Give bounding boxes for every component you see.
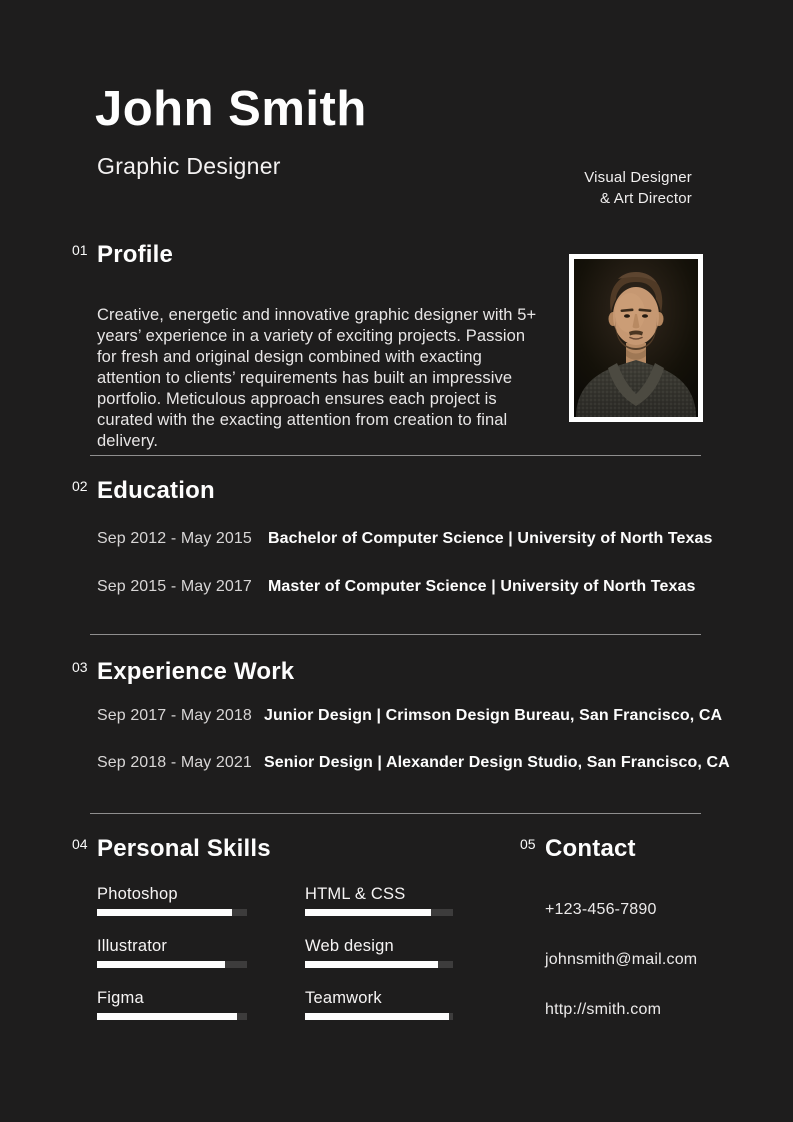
contact-section-heading [520, 834, 636, 864]
experience-row [97, 753, 730, 772]
section-title-contact: Contact [545, 835, 636, 862]
skill-progress-track [305, 1013, 453, 1020]
education-detail: Bachelor of Computer Science | University of North Texas [268, 530, 713, 547]
skill-label: HTML & CSS [305, 885, 406, 903]
section-title-experience: Experience Work [97, 658, 295, 685]
education-period: Sep 2012 - May 2015 [97, 530, 252, 547]
experience-detail: Senior Design | Alexander Design Studio, San Francisco, CA [264, 754, 730, 771]
profile-photo [574, 259, 698, 417]
section-number: 03 [72, 659, 88, 675]
experience-detail: Junior Design | Crimson Design Bureau, San Francisco, CA [264, 707, 723, 724]
skill-label: Teamwork [305, 989, 382, 1007]
skill-item-web-design [305, 936, 453, 968]
section-title-profile: Profile [97, 241, 174, 268]
profile-photo-frame [569, 254, 703, 422]
skill-progress-track [305, 909, 453, 916]
skill-progress-fill [97, 909, 232, 916]
skill-progress-track [97, 909, 247, 916]
skill-progress-fill [305, 961, 438, 968]
section-title-education: Education [97, 477, 215, 504]
experience-period: Sep 2017 - May 2018 [97, 707, 252, 724]
experience-section-heading [72, 657, 294, 687]
section-number: 02 [72, 478, 88, 494]
skill-progress-fill [305, 1013, 449, 1020]
skill-label: Photoshop [97, 885, 178, 903]
skill-progress-fill [305, 909, 431, 916]
skill-item-figma [97, 988, 247, 1020]
education-row [97, 529, 713, 548]
skill-progress-fill [97, 961, 225, 968]
education-row [97, 577, 695, 596]
skill-item-photoshop [97, 884, 247, 916]
person-name: John Smith [95, 82, 367, 136]
tagline [584, 167, 692, 209]
skill-label: Figma [97, 989, 144, 1007]
skill-progress-track [305, 961, 453, 968]
skill-label: Web design [305, 937, 394, 955]
skill-progress-fill [97, 1013, 237, 1020]
contact-list [545, 900, 697, 1050]
tagline-line1: Visual Designer [584, 169, 692, 186]
section-divider [90, 634, 701, 635]
contact-website: http://smith.com [545, 1001, 662, 1018]
skills-column-left [97, 884, 247, 1040]
skills-section-heading [72, 834, 271, 864]
education-section-heading [72, 476, 215, 506]
skill-progress-track [97, 1013, 247, 1020]
skill-label: Illustrator [97, 937, 168, 955]
tagline-line2: & Art Director [600, 190, 692, 207]
section-divider [90, 813, 701, 814]
section-number: 01 [72, 242, 88, 258]
education-detail: Master of Computer Science | University of North Texas [268, 578, 696, 595]
section-number: 05 [520, 836, 536, 852]
profile-summary: Creative, energetic and innovative graphic designer with 5+ years’ experience in a variety of exciting projects. Passion for fresh and original design combined with exacting attention to clients’ requirements has built an impressive portfolio. Meticulous approach ensures each project is curated with the exacting attention from creation to final delivery. [97, 305, 537, 450]
education-period: Sep 2015 - May 2017 [97, 578, 252, 595]
skill-progress-track [97, 961, 247, 968]
skills-column-right [305, 884, 453, 1040]
skill-item-illustrator [97, 936, 247, 968]
contact-phone: +123-456-7890 [545, 901, 657, 918]
section-divider [90, 455, 701, 456]
section-number: 04 [72, 836, 88, 852]
job-title: Graphic Designer [97, 153, 281, 179]
experience-period: Sep 2018 - May 2021 [97, 754, 252, 771]
experience-row [97, 706, 722, 725]
skill-item-teamwork [305, 988, 453, 1020]
profile-section-heading [72, 240, 173, 270]
section-title-skills: Personal Skills [97, 835, 271, 862]
contact-email: johnsmith@mail.com [545, 951, 698, 968]
skill-item-html-css [305, 884, 453, 916]
